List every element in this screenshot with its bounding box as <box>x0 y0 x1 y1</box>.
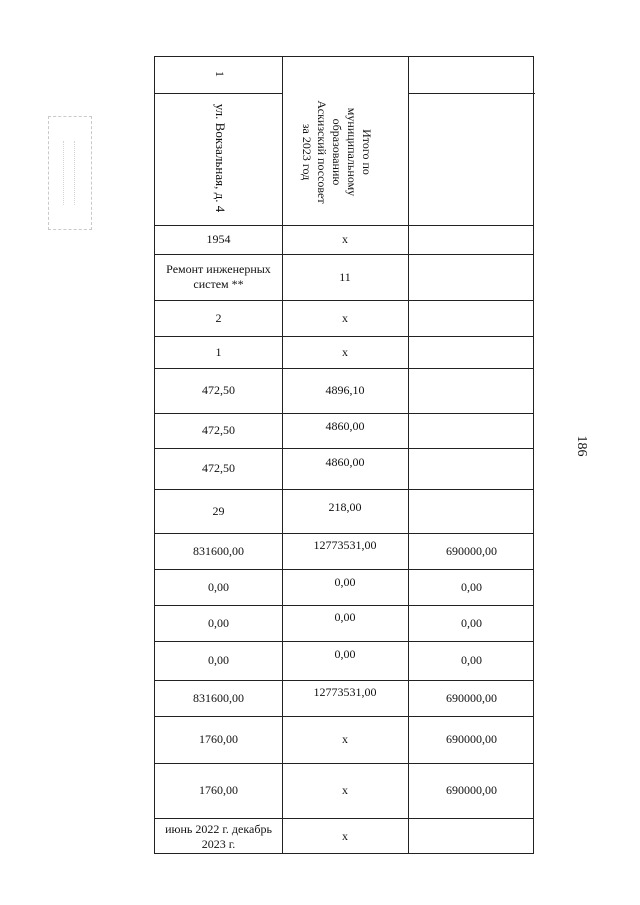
address-label: ул. Вокзальная, д. 4 <box>213 103 228 213</box>
table-cell: июнь 2022 г. декабрь 2023 г. <box>165 821 272 851</box>
table-cell: 2 <box>215 310 222 325</box>
table-cell: 12773531,00 <box>313 684 377 699</box>
table-cell: 472,50 <box>202 461 235 475</box>
municipality-total-header: Итого по муниципальному образованию Аскизский поссовет за 2023 год <box>300 100 374 204</box>
table-cell: 0,00 <box>334 574 356 589</box>
table-cell <box>408 225 535 254</box>
table-cell: 831600,00 <box>193 690 244 705</box>
table-cell: 0,00 <box>461 615 482 630</box>
page-number: 186 <box>574 435 589 457</box>
table-cell: 690000,00 <box>446 690 497 705</box>
table-cell <box>408 489 535 533</box>
table-cell: 4860,00 <box>325 419 365 433</box>
table-cell: 1760,00 <box>199 783 238 797</box>
table-cell <box>408 368 535 413</box>
table-cell: 0,00 <box>208 615 229 630</box>
table-cell: 831600,00 <box>193 543 244 558</box>
table-cell: 1760,00 <box>199 732 238 746</box>
table-cell: 218,00 <box>328 499 362 514</box>
table-cell: Ремонт инженерных систем ** <box>166 262 271 291</box>
table-cell: 690000,00 <box>446 732 497 746</box>
table-cell <box>408 300 535 336</box>
table-cell: 0,00 <box>461 579 482 594</box>
table-cell: 690000,00 <box>446 783 497 797</box>
table-cell: 0,00 <box>461 653 482 667</box>
table-cell: 4896,10 <box>325 383 365 397</box>
column-number-label: 1 <box>213 71 227 77</box>
data-table <box>154 56 534 854</box>
table-cell: 12773531,00 <box>313 537 377 552</box>
table-cell: 11 <box>339 269 351 284</box>
table-cell: 0,00 <box>208 653 229 667</box>
table-cell: х <box>342 732 348 746</box>
table-cell <box>408 448 535 489</box>
table-cell: х <box>342 344 348 359</box>
table-cell: 0,00 <box>334 609 356 624</box>
table-cell: 690000,00 <box>446 543 497 558</box>
table-cell: 472,50 <box>202 423 235 437</box>
table-cell <box>408 818 535 855</box>
table-cell <box>408 336 535 368</box>
table-cell: 0,00 <box>334 647 356 661</box>
table-cell: 0,00 <box>208 579 229 594</box>
table-cell: х <box>342 310 348 325</box>
table-cell: 472,50 <box>202 383 235 397</box>
table-cell: х <box>342 232 348 246</box>
table-cell <box>408 413 535 448</box>
table-cell: 1 <box>215 344 222 359</box>
table-cell: х <box>342 829 348 843</box>
table-cell: х <box>342 783 348 797</box>
table-cell: 29 <box>212 503 225 518</box>
table-cell: 1954 <box>206 232 231 246</box>
table-cell: 4860,00 <box>325 455 365 469</box>
faded-stamp-mark <box>48 116 92 230</box>
header-divider <box>408 93 535 94</box>
table-cell <box>408 254 535 300</box>
